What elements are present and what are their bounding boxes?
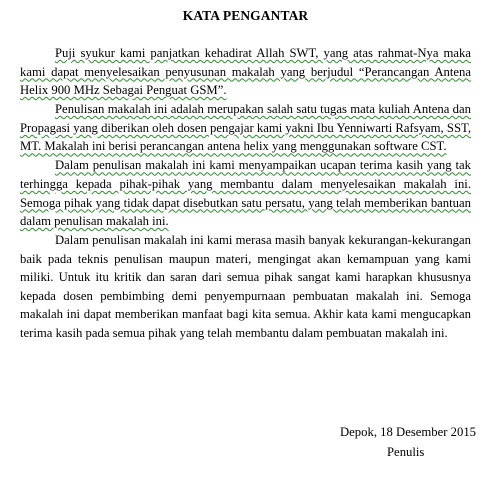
- paragraph-thanks: Dalam penulisan makalah ini kami menyampaikan ucapan terima kasih yang tak terhingga kepada pihak-pihak yang membantu dalam menyelesaikan makalah ini. Semoga pihak yang tidak dapat disebutkan satu persatu, yang telah memberikan bantuan dalam penulisan makalah ini.: [20, 158, 471, 229]
- signature-place-date: Depok, 18 Desember 2015: [340, 425, 477, 439]
- paragraph-purpose: Penulisan makalah ini adalah merupakan salah satu tugas mata kuliah Antena dan Propagasi yang diberikan oleh dosen pengajar kami yakni Ibu Yenniwarti Rafsyam, SST, MT. Makalah ini berisi perancangan antena helix yang menggunakan software CST.: [20, 102, 471, 154]
- signature-author: Penulis: [387, 445, 425, 459]
- paragraph-closing: Dalam penulisan makalah ini kami merasa masih banyak kekurangan-kekurangan baik pada teknis penulisan maupun materi, mengingat akan kemampuan yang kami miliki. Untuk itu kritik dan saran dari semua pihak sangat kami harapkan khususnya kepada dosen pembimbing demi penyempurnaan pembuatan makalah ini. Semoga makalah ini dapat memberikan manfaat bagi kita semua. Akhir kata kami mengucapkan terima kasih pada semua pihak yang telah membantu dalam pembuatan makalah ini.: [20, 233, 471, 341]
- paragraph-opening: Puji syukur kami panjatkan kehadirat Allah SWT, yang atas rahmat-Nya maka kami dapat menyelesaikan penyusunan makalah yang berjudul “Perancangan Antena Helix 900 MHz Sebagai Penguat GSM”.: [20, 46, 471, 98]
- page-title: KATA PENGANTAR: [182, 8, 309, 23]
